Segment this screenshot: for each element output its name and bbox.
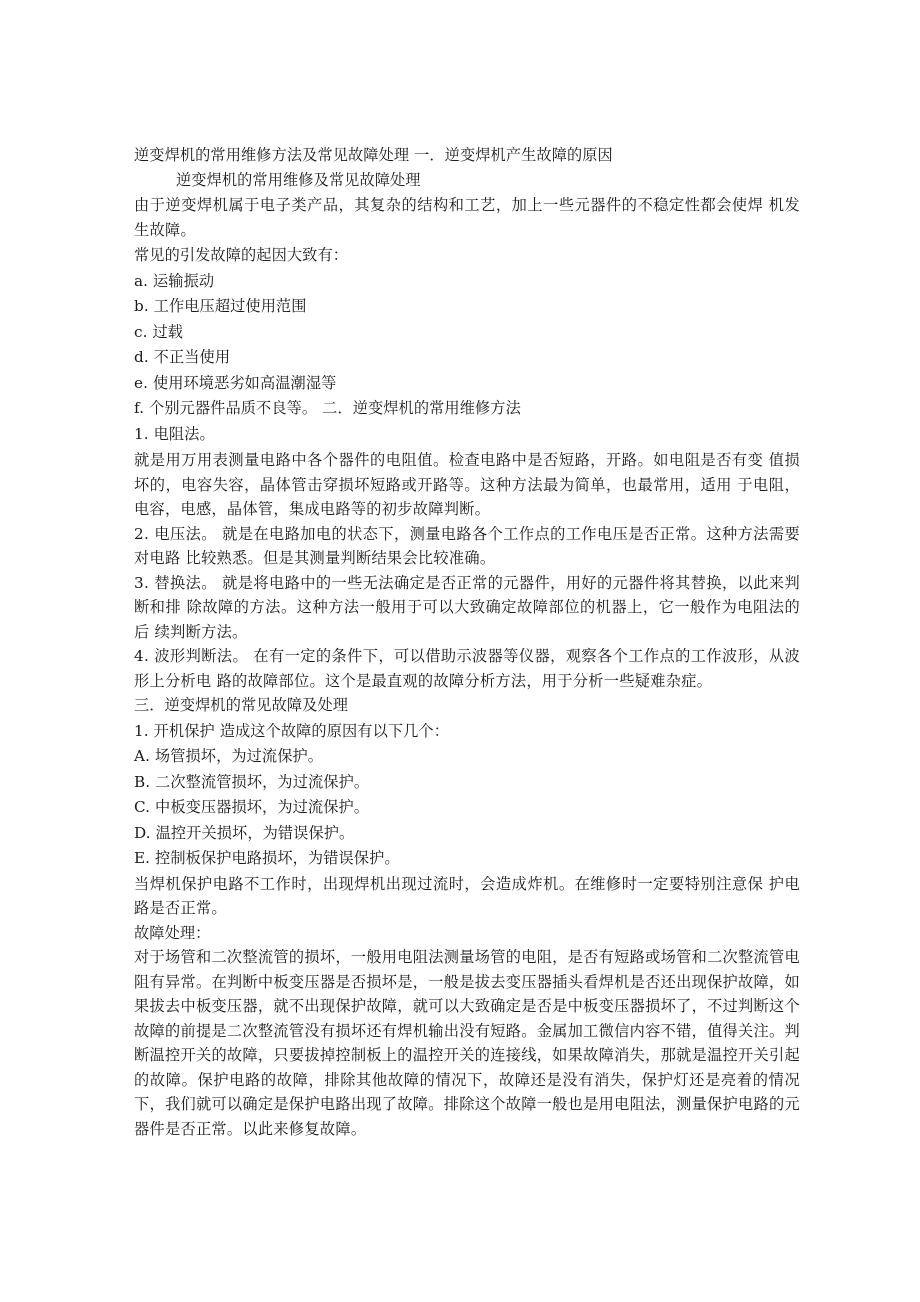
intro-paragraph: 由于逆变焊机属于电子类产品，其复杂的结构和工艺，加上一些元器件的不稳定性都会使焊 机发生故障。 xyxy=(134,196,800,239)
cause-item-a: a. 运输振动 xyxy=(134,271,215,290)
fault-item-b: B. 二次整流管损坏，为过流保护。 xyxy=(134,772,370,791)
protection-warning-paragraph: 当焊机保护电路不工作时，出现焊机出现过流时，会造成炸机。在维修时一定要特别注意保 护电路是否正常。 xyxy=(134,874,800,917)
method-4-paragraph: 4. 波形判断法。 在有一定的条件下，可以借助示波器等仪器，观察各个工作点的工作波形，从波形上分析电 路的故障部位。这个是最直观的故障分析方法，用于分析一些疑难杂症。 xyxy=(134,647,800,690)
document-page xyxy=(134,143,800,1141)
method-3-paragraph: 3. 替换法。 就是将电路中的一些无法确定是否正常的元器件，用好的元器件将其替换，以此来判断和排 除故障的方法。这种方法一般用于可以大致确定故障部位的机器上，它一般作为电阻法的后 续判断方法。 xyxy=(134,573,800,641)
cause-item-f: f. 个别元器件品质不良等。 二．逆变焊机的常用维修方法 xyxy=(134,399,521,417)
cause-item-e: e. 使用环境恶劣如高温潮湿等 xyxy=(134,373,337,392)
fault-item-d: D. 温控开关损坏，为错误保护。 xyxy=(134,823,355,842)
fault-handling-heading: 故障处理： xyxy=(134,923,211,942)
fault-handling-paragraph: 对于场管和二次整流管的损坏，一般用电阻法测量场管的电阻，是否有短路或场管和二次整流管电阻有异常。在判断中板变压器是否损坏是，一般是拔去变压器插头看焊机是否还出现保护故障，如果拔去中板变压器，就不出现保护故障，就可以大致确定是否是中板变压器损坏了，不过判断这个故障的前提是二次整流管没有损坏还有焊机输出没有短路。金属加工微信内容不错，值得关注。判断温控开关的故障，只要拔掉控制板上的温控开关的连接线，如果故障消失，那就是温控开关引起的故障。保护电路的故障，排除其他故障的情况下，故障还是没有消失，保护灯还是亮着的情况下，我们就可以确定是保护电路出现了故障。排除这个故障一般也是用电阻法，测量保护电路的元器件是否正常。以此来修复故障。 xyxy=(134,948,800,1138)
fault-item-c: C. 中板变压器损坏，为过流保护。 xyxy=(134,798,370,816)
fault-1-heading: 1. 开机保护 造成这个故障的原因有以下几个： xyxy=(134,721,450,740)
method-2-paragraph: 2. 电压法。 就是在电路加电的状态下，测量电路各个工作点的工作电压是否正常。这种方法需要对电路 比较熟悉。但是其测量判断结果会比较准确。 xyxy=(134,524,800,567)
causes-heading: 常见的引发故障的起因大致有： xyxy=(134,246,349,264)
method-1-paragraph: 就是用万用表测量电路中各个器件的电阻值。检查电路中是否短路，开路。如电阻是否有变 值损坏的，电容失容，晶体管击穿损坏短路或开路等。这种方法最为简单，也最常用，适用 于电阻，电容，电感，晶体管，集成电路等的初步故障判断。 xyxy=(134,451,800,518)
method-1-heading: 1. 电阻法。 xyxy=(134,424,215,443)
fault-item-a: A. 场管损坏，为过流保护。 xyxy=(134,747,324,765)
doc-subtitle: 逆变焊机的常用维修及常见故障处理 xyxy=(176,170,421,189)
cause-item-b: b. 工作电压超过使用范围 xyxy=(134,297,307,315)
cause-item-c: c. 过载 xyxy=(134,322,184,341)
doc-title-line: 逆变焊机的常用维修方法及常见故障处理 一．逆变焊机产生故障的原因 xyxy=(134,146,613,164)
fault-item-e: E. 控制板保护电路损坏，为错误保护。 xyxy=(134,849,400,867)
cause-item-d: d. 不正当使用 xyxy=(134,348,231,366)
section-3-heading: 三．逆变焊机的常见故障及处理 xyxy=(134,696,349,714)
